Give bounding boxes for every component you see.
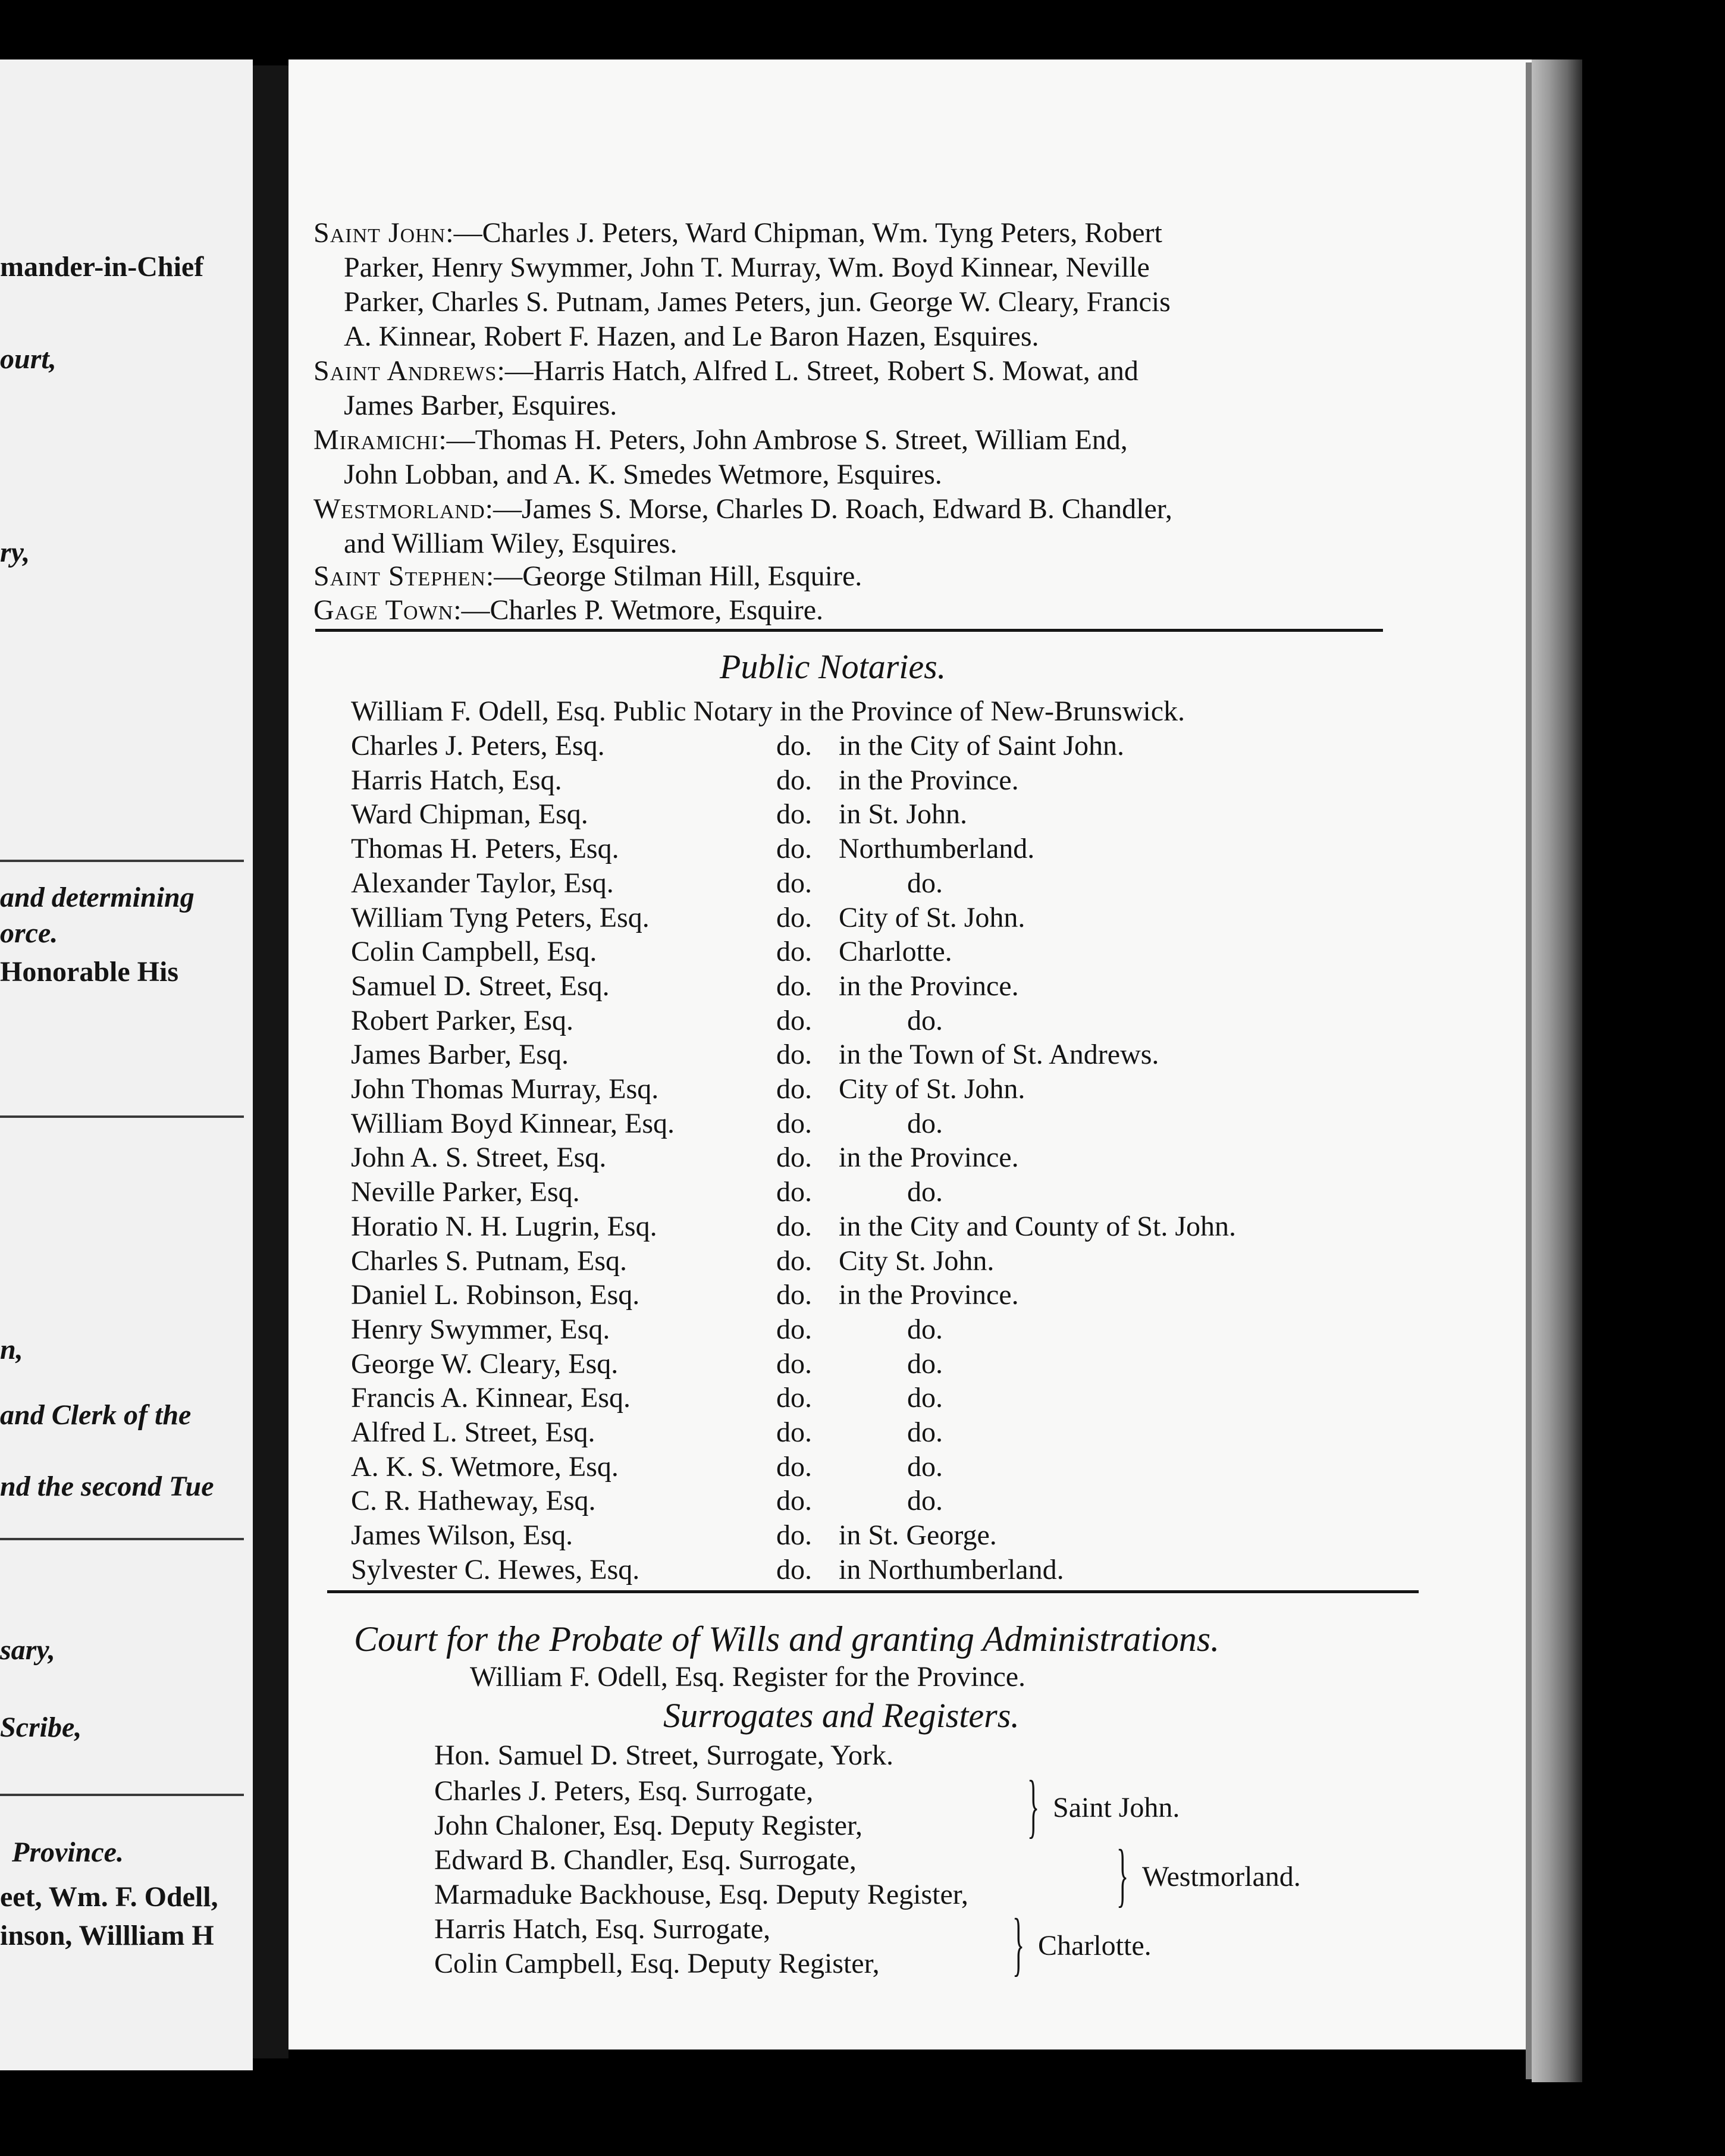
justice-line: John Lobban, and A. K. Smedes Wetmore, Esquires. — [344, 459, 942, 490]
facing-page-text: sary, — [0, 1634, 55, 1666]
notary-name: James Barber, Esq. — [351, 1039, 569, 1071]
notary-name: Neville Parker, Esq. — [351, 1176, 580, 1208]
notary-location: City of St. John. — [839, 1073, 1025, 1105]
notary-location: in the Town of St. Andrews. — [839, 1039, 1159, 1071]
notary-location: in St. John. — [839, 798, 968, 831]
justice-entry: Saint John:—Charles J. Peters, Ward Chipman, Wm. Tyng Peters, Robert — [313, 217, 1162, 249]
notary-location: in the City of Saint John. — [839, 730, 1124, 762]
notary-name: Charles S. Putnam, Esq. — [351, 1245, 627, 1277]
notary-ditto: do. — [776, 936, 812, 968]
place-name: Westmorland — [313, 493, 485, 525]
notary-location: do. — [907, 1485, 943, 1517]
place-name: Miramichi — [313, 424, 439, 456]
notary-name: Harris Hatch, Esq. — [351, 764, 562, 796]
brace-icon: } — [1116, 1835, 1129, 1914]
page-edges-stack — [1532, 59, 1582, 2082]
justice-entry: Saint Andrews:—Harris Hatch, Alfred L. Street, Robert S. Mowat, and — [313, 355, 1138, 387]
register-line: William F. Odell, Esq. Register for the Province. — [470, 1661, 1026, 1693]
facing-page-text: and determining — [0, 882, 195, 913]
notary-location: do. — [907, 1417, 943, 1448]
surrogate-line: Edward B. Chandler, Esq. Surrogate, — [434, 1844, 857, 1876]
deputy-register-line: Colin Campbell, Esq. Deputy Register, — [434, 1948, 880, 1979]
notary-ditto: do. — [776, 1073, 812, 1105]
section-rule — [315, 629, 1383, 632]
notary-location: Northumberland. — [839, 833, 1035, 865]
facing-page-text: ry, — [0, 537, 30, 568]
notary-name: Francis A. Kinnear, Esq. — [351, 1382, 631, 1414]
notary-ditto: do. — [776, 1279, 812, 1311]
surrogates-heading: Surrogates and Registers. — [663, 1696, 1020, 1735]
place-name: Saint Andrews — [313, 355, 497, 387]
brace-icon: } — [1027, 1766, 1040, 1845]
justice-entry: Gage Town:—Charles P. Wetmore, Esquire. — [313, 594, 824, 626]
facing-page — [0, 59, 253, 2070]
facing-page-text: Province. — [12, 1837, 124, 1868]
notary-name: Charles J. Peters, Esq. — [351, 730, 605, 762]
notary-name: Robert Parker, Esq. — [351, 1004, 573, 1036]
justice-line: Parker, Henry Swymmer, John T. Murray, Wm. Boyd Kinnear, Neville — [344, 252, 1150, 283]
county-label: Charlotte. — [1038, 1930, 1152, 1961]
notary-name: C. R. Hatheway, Esq. — [351, 1485, 596, 1517]
notary-name: William Tyng Peters, Esq. — [351, 901, 650, 933]
deputy-register-line: Marmaduke Backhouse, Esq. Deputy Register, — [434, 1879, 968, 1910]
facing-page-text: ourt, — [0, 343, 57, 375]
york-surrogate-line: Hon. Samuel D. Street, Surrogate, York. — [434, 1740, 893, 1771]
notary-name: Henry Swymmer, Esq. — [351, 1313, 610, 1345]
notary-location: in the Province. — [839, 764, 1019, 796]
notary-name: Colin Campbell, Esq. — [351, 936, 597, 968]
notary-location: do. — [907, 867, 943, 899]
facing-page-rule — [0, 1115, 244, 1118]
facing-page-text: n, — [0, 1334, 23, 1365]
notary-ditto: do. — [776, 1004, 812, 1036]
notary-ditto: do. — [776, 867, 812, 899]
notary-name: George W. Cleary, Esq. — [351, 1348, 619, 1380]
notary-ditto: do. — [776, 798, 812, 831]
notary-ditto: do. — [776, 1039, 812, 1071]
notary-location: do. — [907, 1004, 943, 1036]
notary-name: Alexander Taylor, Esq. — [351, 867, 614, 899]
notary-location: City of St. John. — [839, 901, 1025, 933]
facing-page-text: Scribe, — [0, 1712, 82, 1743]
surrogate-line: Charles J. Peters, Esq. Surrogate, — [434, 1775, 814, 1807]
notary-ditto: do. — [776, 1553, 812, 1585]
facing-page-text: and Clerk of the — [0, 1399, 192, 1431]
place-name: Saint John — [313, 217, 446, 249]
facing-page-text: mander-in-Chief — [0, 251, 204, 283]
notary-location: in the Province. — [839, 1279, 1019, 1311]
notary-location: do. — [907, 1450, 943, 1483]
notary-ditto: do. — [776, 1519, 812, 1552]
facing-page-rule — [0, 860, 244, 862]
brace-icon: } — [1012, 1904, 1025, 1983]
notary-location: in the Province. — [839, 1142, 1019, 1174]
notary-first-entry: William F. Odell, Esq. Public Notary in the Province of New-Brunswick. — [351, 695, 1185, 727]
notary-name: Samuel D. Street, Esq. — [351, 970, 610, 1002]
notary-ditto: do. — [776, 730, 812, 762]
section-rule — [327, 1590, 1419, 1593]
justice-entry: Saint Stephen:—George Stilman Hill, Esquire. — [313, 560, 862, 592]
notary-name: Horatio N. H. Lugrin, Esq. — [351, 1210, 657, 1242]
place-name: Saint Stephen — [313, 560, 486, 592]
notary-location: in the Province. — [839, 970, 1019, 1002]
notary-ditto: do. — [776, 1210, 812, 1242]
justice-line: Parker, Charles S. Putnam, James Peters, jun. George W. Cleary, Francis — [344, 286, 1171, 318]
book-gutter — [253, 65, 288, 2058]
notary-ditto: do. — [776, 1245, 812, 1277]
notary-name: John A. S. Street, Esq. — [351, 1142, 607, 1174]
justice-line: James Barber, Esquires. — [344, 390, 617, 421]
justice-line: A. Kinnear, Robert F. Hazen, and Le Baron Hazen, Esquires. — [344, 321, 1039, 352]
notary-ditto: do. — [776, 1107, 812, 1139]
notary-ditto: do. — [776, 1176, 812, 1208]
notary-name: John Thomas Murray, Esq. — [351, 1073, 659, 1105]
notary-location: do. — [907, 1107, 943, 1139]
facing-page-rule — [0, 1538, 244, 1540]
notary-ditto: do. — [776, 970, 812, 1002]
notary-ditto: do. — [776, 1348, 812, 1380]
facing-page-rule — [0, 1794, 244, 1796]
notary-location: in Northumberland. — [839, 1553, 1064, 1585]
notary-name: William Boyd Kinnear, Esq. — [351, 1107, 675, 1139]
justice-entry: Miramichi:—Thomas H. Peters, John Ambrose S. Street, William End, — [313, 424, 1128, 456]
facing-page-text: orce. — [0, 917, 58, 949]
notary-ditto: do. — [776, 833, 812, 865]
notary-location: do. — [907, 1313, 943, 1345]
notary-ditto: do. — [776, 1485, 812, 1517]
notary-name: A. K. S. Wetmore, Esq. — [351, 1450, 619, 1483]
facing-page-text: eet, Wm. F. Odell, — [0, 1881, 218, 1913]
notary-name: James Wilson, Esq. — [351, 1519, 573, 1552]
notary-ditto: do. — [776, 1417, 812, 1448]
facing-page-text: nd the second Tue — [0, 1471, 214, 1502]
notary-ditto: do. — [776, 1450, 812, 1483]
place-name: Gage Town — [313, 594, 454, 626]
notary-location: do. — [907, 1176, 943, 1208]
facing-page-text: Honorable His — [0, 956, 179, 988]
probate-heading: Court for the Probate of Wills and granting Administrations. — [354, 1619, 1220, 1659]
notary-location: in St. George. — [839, 1519, 997, 1552]
notary-location: do. — [907, 1348, 943, 1380]
notary-name: Ward Chipman, Esq. — [351, 798, 588, 831]
notaries-heading: Public Notaries. — [720, 647, 946, 686]
deputy-register-line: John Chaloner, Esq. Deputy Register, — [434, 1810, 863, 1841]
notary-name: Daniel L. Robinson, Esq. — [351, 1279, 640, 1311]
surrogate-line: Harris Hatch, Esq. Surrogate, — [434, 1913, 771, 1945]
notary-name: Alfred L. Street, Esq. — [351, 1417, 595, 1448]
county-label: Saint John. — [1053, 1792, 1180, 1823]
notary-ditto: do. — [776, 901, 812, 933]
justice-line: and William Wiley, Esquires. — [344, 528, 678, 559]
county-label: Westmorland. — [1142, 1861, 1301, 1892]
notary-location: City St. John. — [839, 1245, 995, 1277]
notary-ditto: do. — [776, 1142, 812, 1174]
notary-name: Thomas H. Peters, Esq. — [351, 833, 619, 865]
notary-location: do. — [907, 1382, 943, 1414]
notary-ditto: do. — [776, 764, 812, 796]
notary-ditto: do. — [776, 1382, 812, 1414]
justice-entry: Westmorland:—James S. Morse, Charles D. Roach, Edward B. Chandler, — [313, 493, 1172, 525]
notary-location: Charlotte. — [839, 936, 952, 968]
facing-page-text: inson, Willliam H — [0, 1920, 214, 1951]
notary-ditto: do. — [776, 1313, 812, 1345]
notary-name: Sylvester C. Hewes, Esq. — [351, 1553, 640, 1585]
notary-location: in the City and County of St. John. — [839, 1210, 1237, 1242]
